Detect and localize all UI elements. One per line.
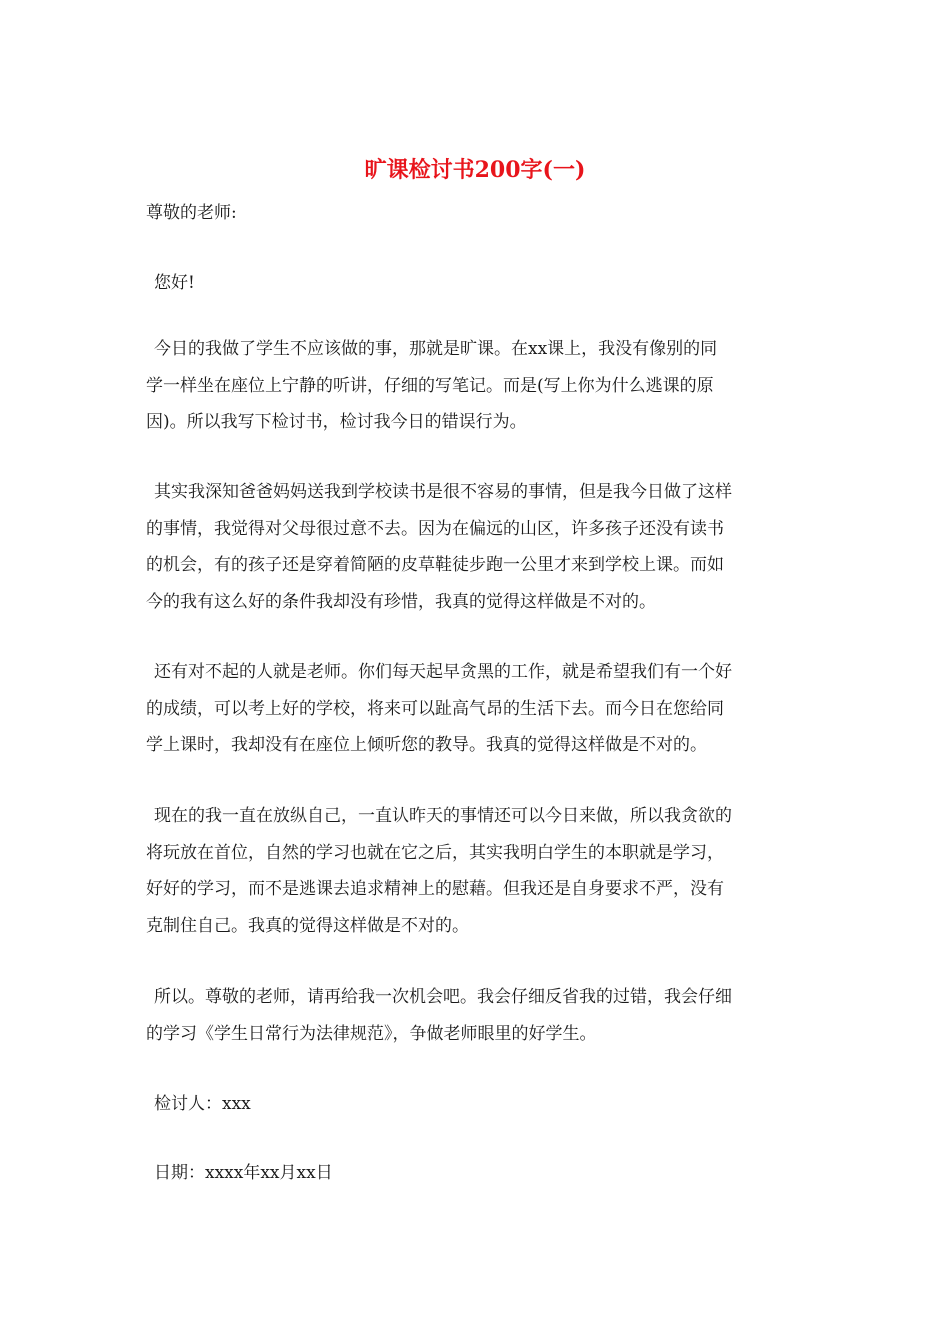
paragraph-line: 所以。尊敬的老师，请再给我一次机会吧。我会仔细反省我的过错，我会仔细	[154, 987, 732, 1007]
signer-line	[146, 1086, 808, 1123]
paragraph-line: 学一样坐在座位上宁静的听讲，仔细的写笔记。而是(写上你为什么逃课的原	[146, 375, 714, 396]
paragraph-line: 还有对不起的人就是老师。你们每天起早贪黑的工作，就是希望我们有一个好	[154, 662, 732, 682]
paragraph-2	[146, 474, 808, 620]
paragraph-3	[146, 654, 808, 764]
paragraph-1	[146, 331, 808, 441]
paragraph-4	[146, 798, 808, 944]
paragraph-5	[146, 979, 808, 1052]
date: 日期：xxxx年xx月xx日	[154, 1163, 333, 1183]
paragraph-line: 的成绩，可以考上好的学校，将来可以趾高气昂的生活下去。而今日在您给同	[146, 698, 724, 719]
paragraph-line: 的机会，有的孩子还是穿着简陋的皮草鞋徒步跑一公里才来到学校上课。而如	[146, 555, 724, 575]
signer: 检讨人：xxx	[154, 1094, 251, 1114]
document-title: 旷课检讨书200字(一)	[364, 157, 586, 183]
paragraph-line: 克制住自己。我真的觉得这样做是不对的。	[146, 915, 469, 936]
paragraph-line: 的学习《学生日常行为法律规范》，争做老师眼里的好学生。	[146, 1023, 597, 1044]
paragraph-line: 的事情，我觉得对父母很过意不去。因为在偏远的山区，许多孩子还没有读书	[146, 518, 724, 539]
paragraph-line: 今日的我做了学生不应该做的事，那就是旷课。在xx课上，我没有像别的同	[154, 339, 718, 359]
paragraph-line: 好好的学习，而不是逃课去追求精神上的慰藉。但我还是自身要求不严，没有	[146, 879, 724, 899]
greeting	[146, 265, 808, 302]
paragraph-line: 其实我深知爸爸妈妈送我到学校读书是很不容易的事情，但是我今日做了这样	[154, 482, 732, 502]
salutation: 尊敬的老师:	[146, 203, 237, 223]
paragraph-line: 现在的我一直在放纵自己，一直认昨天的事情还可以今日来做，所以我贪欲的	[154, 806, 732, 826]
paragraph-line: 学上课时，我却没有在座位上倾听您的教导。我真的觉得这样做是不对的。	[146, 735, 707, 755]
paragraph-line: 将玩放在首位，自然的学习也就在它之后，其实我明白学生的本职就是学习，	[146, 842, 724, 863]
date-line	[146, 1155, 808, 1192]
paragraph-line: 因)。所以我写下检讨书，检讨我今日的错误行为。	[146, 412, 527, 432]
greeting-text: 您好!	[154, 273, 195, 293]
paragraph-line: 今的我有这么好的条件我却没有珍惜，我真的觉得这样做是不对的。	[146, 591, 656, 612]
